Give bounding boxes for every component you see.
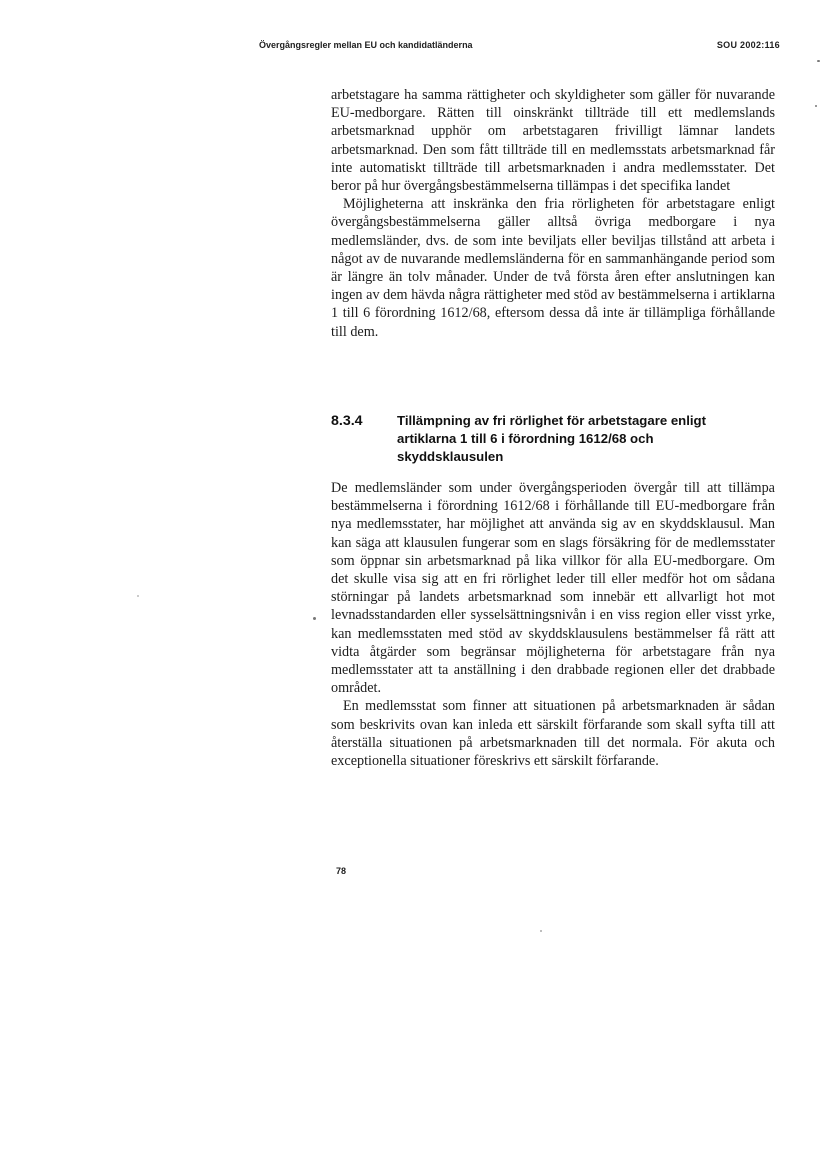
section-title: Tillämpning av fri rörlighet för arbetstagare enligt artiklarna 1 till 6 i förordning 1612/68 och skyddsklausulen <box>397 413 706 464</box>
scan-speck <box>540 930 542 932</box>
text-block-1 <box>331 86 775 341</box>
running-header-title: Övergångsregler mellan EU och kandidatländerna <box>259 40 473 50</box>
paragraph: De medlemsländer som under övergångsperioden övergår till att tillämpa bestämmelserna i förordning 1612/68 i förhållande till EU-medborgare från nya medlemsstater, har möjlighet att använda sig av en skyddsklausul. Man kan säga att klausulen fungerar som en slags försäkring för de medlemsstater som öppnar sin arbetsmarknad på lika villkor för alla EU-medborgare. Om det skulle visa sig att en fri rörlighet leder till eller medför hot om sådana störningar på landets arbetsmarknad som innebär ett allvarligt hot mot levnadsstandarden eller sysselsättningsnivån i en viss region eller visst yrke, kan medlemsstaten med stöd av skyddsklausulens bestämmelser få rätt att vidta åtgärder som begränsar möjligheterna för arbetstagare från nya medlemsstater att ta anställning i den drabbade regionen eller det drabbade området. <box>331 480 775 697</box>
running-header <box>259 40 780 54</box>
scan-speck <box>815 105 817 107</box>
section-number: 8.3.4 <box>331 413 363 429</box>
paragraph: arbetstagare ha samma rättigheter och skyldigheter som gäller för nuvarande EU-medborgare. Rätten till oinskränkt tillträde till ett medlemslands arbetsmarknad upphör om arbetstagaren frivilligt lämnar landets arbetsmarknad. Den som fått tillträde till en medlemsstats arbetsmarknad får inte automatiskt tillträde till arbetsmarknaden i andra medlemsstater. Det beror på hur övergångsbestämmelserna tillämpas i det specifika landet <box>331 87 775 195</box>
scan-speck <box>137 595 139 597</box>
page-number: 78 <box>336 866 347 876</box>
text-block-2 <box>331 479 775 770</box>
scan-speck <box>817 60 820 62</box>
scan-speck <box>313 617 316 620</box>
paragraph: En medlemsstat som finner att situationen på arbetsmarknaden är sådan som beskrivits ovan kan inleda ett särskilt förfarande som skall syfta till att återställa situationen på arbetsmarknaden till det normala. För akuta och exceptionella situationer föreskrivs ett särskilt förfarande. <box>331 698 775 770</box>
running-header-report-number: SOU 2002:116 <box>716 40 780 50</box>
paragraph: Möjligheterna att inskränka den fria rörligheten för arbetstagare enligt övergångsbestämmelserna gäller alltså övriga medborgare i nya medlemsländer, dvs. de som inte beviljats eller beviljas tillstånd att arbeta i något av de nuvarande medlemsländerna för en sammanhängande period som är längre än tolv månader. Under de två första åren efter anslutningen kan ingen av dem hävda några rättigheter med stöd av bestämmelserna i artiklarna 1 till 6 förordning 1612/68, eftersom dessa då inte är tillämpliga förhållande till dem. <box>331 196 775 340</box>
